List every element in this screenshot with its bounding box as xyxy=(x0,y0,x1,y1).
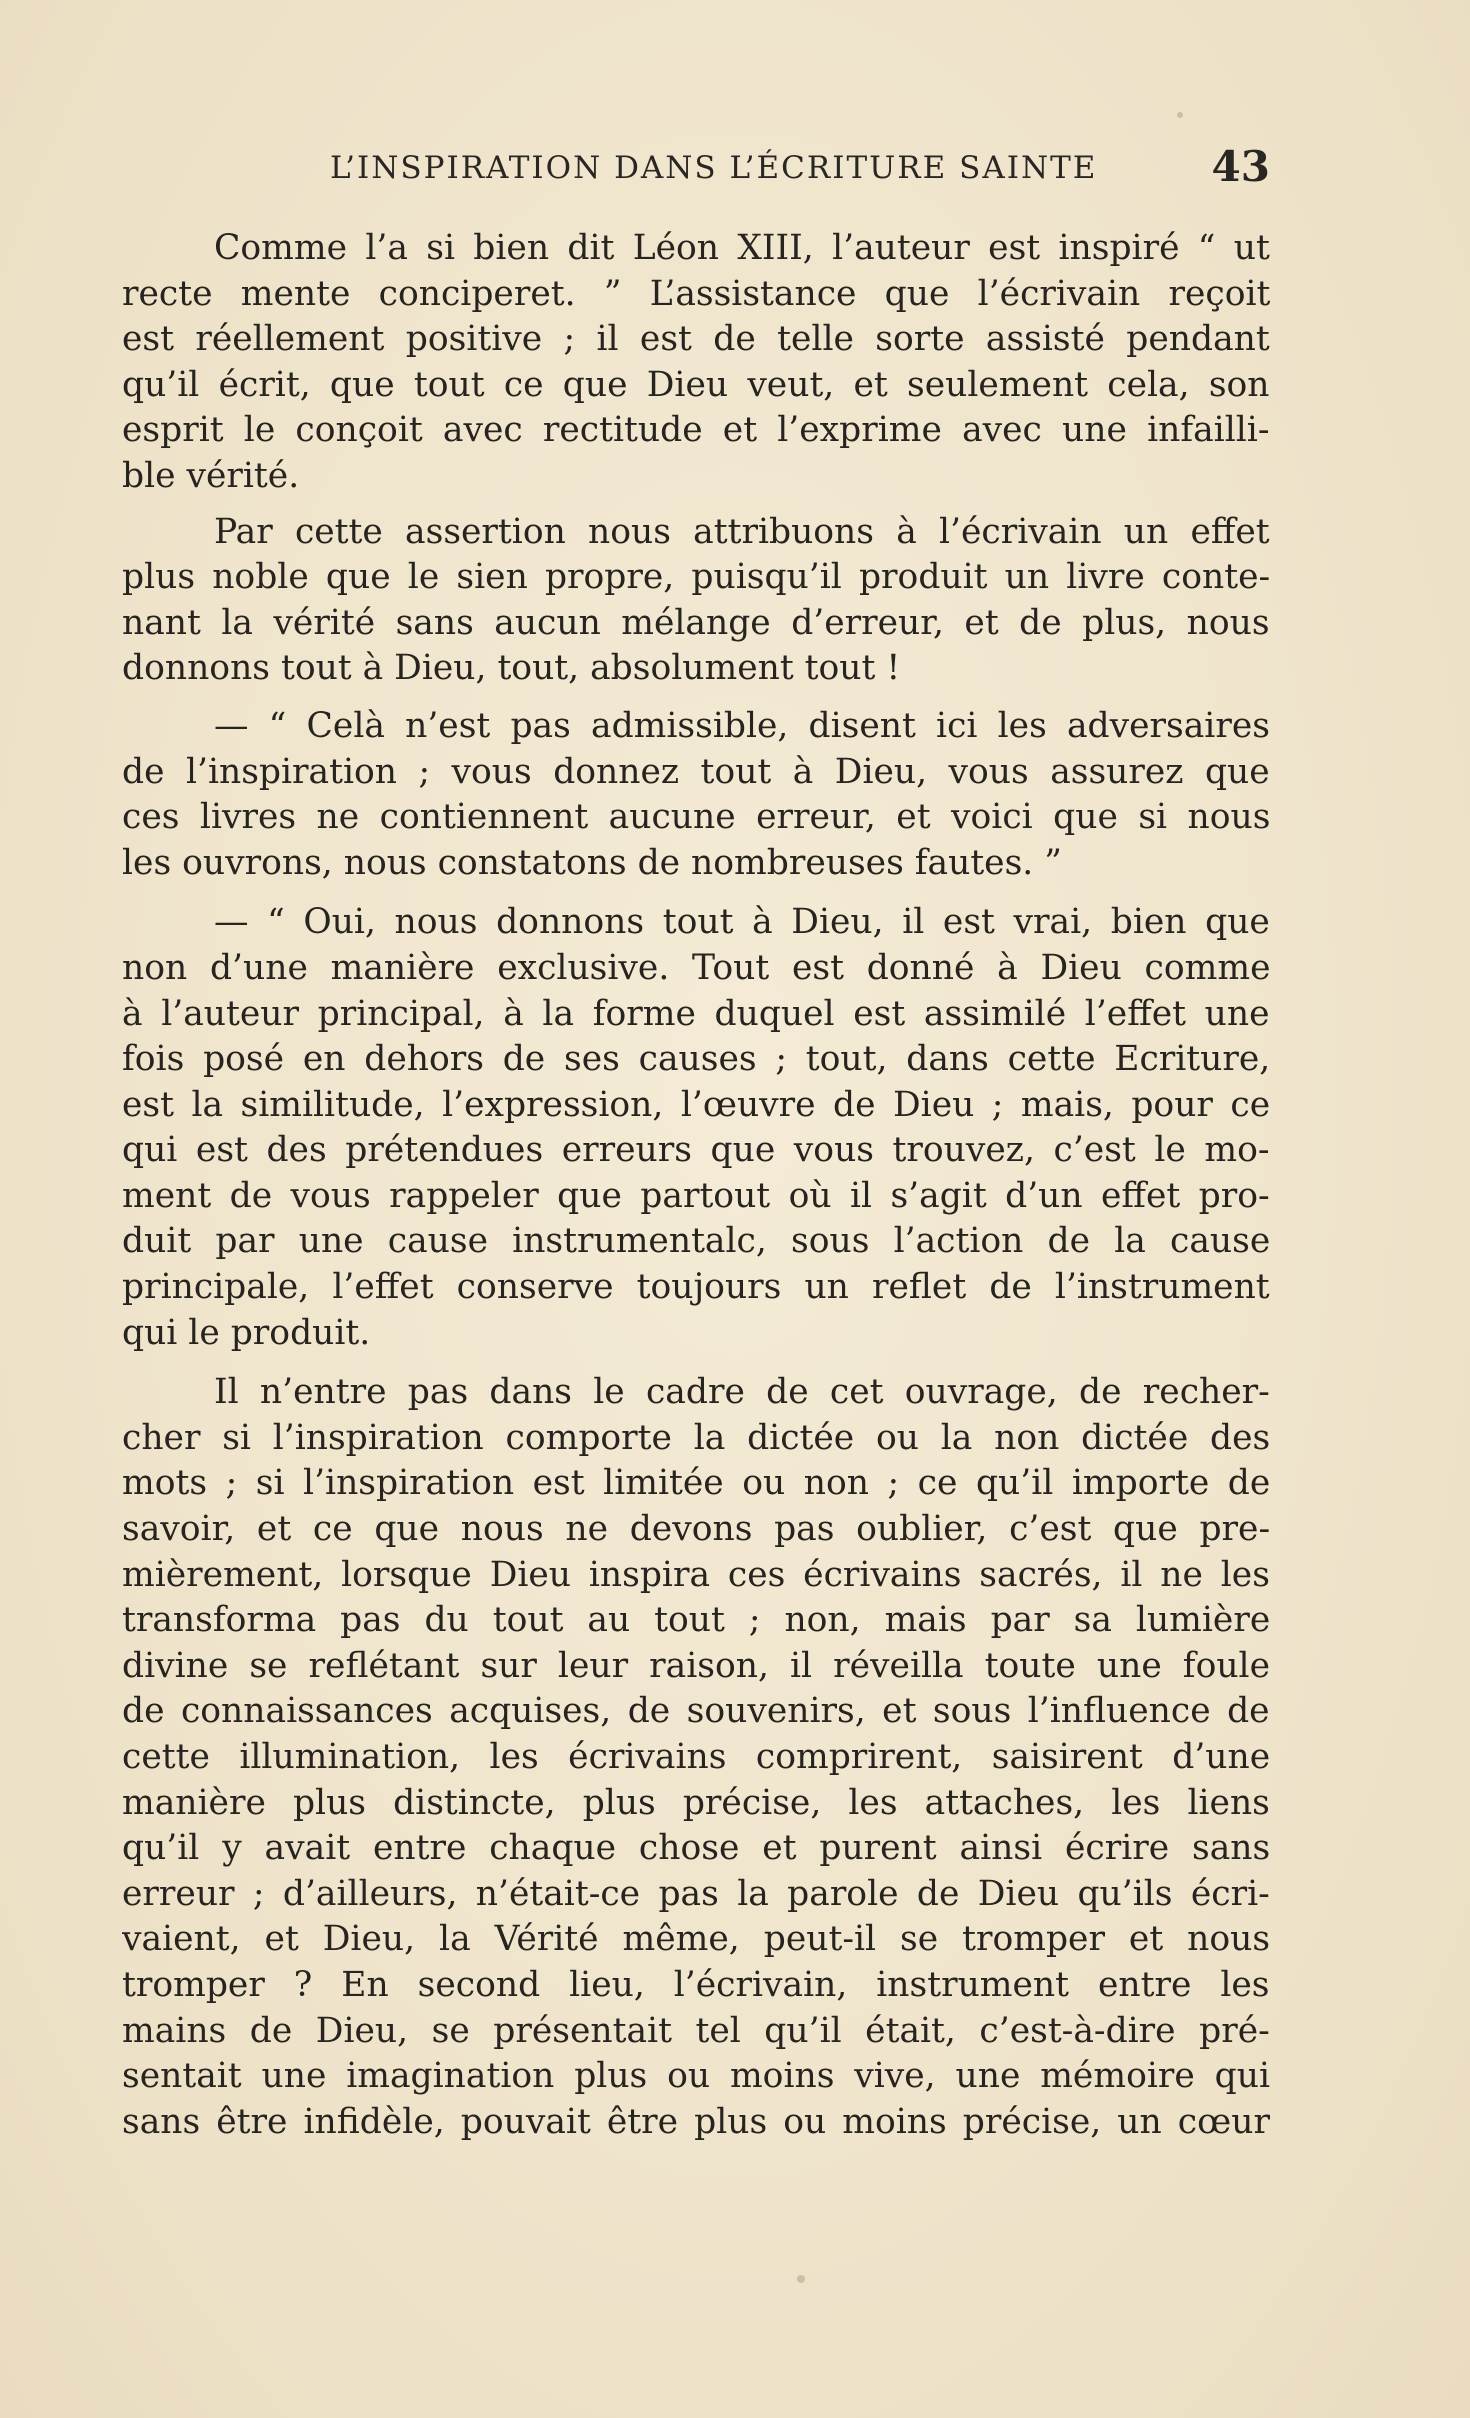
text-line xyxy=(122,1917,1270,1963)
text-line xyxy=(122,795,1270,841)
text-line xyxy=(122,992,1270,1038)
text-line xyxy=(122,317,1270,363)
text-line-content: qu’il écrit, que tout ce que Dieu veut, et seulement cela, son xyxy=(122,364,1270,405)
text-line xyxy=(122,1553,1270,1599)
text-line xyxy=(122,1872,1270,1918)
text-line xyxy=(122,1598,1270,1644)
text-line xyxy=(122,454,1270,500)
paragraph xyxy=(122,226,1270,500)
text-line xyxy=(122,1083,1270,1129)
running-title: L’INSPIRATION DANS L’ÉCRITURE SAINTE xyxy=(330,150,1098,186)
text-line xyxy=(122,946,1270,992)
text-line-content: qui est des prétendues erreurs que vous trouvez, c’est le mo- xyxy=(122,1130,1270,1171)
text-line xyxy=(122,1416,1270,1462)
text-line-content: vaient, et Dieu, la Vérité même, peut-il se tromper et nous xyxy=(122,1919,1270,1960)
text-line xyxy=(122,1128,1270,1174)
text-line-content: sans être infidèle, pouvait être plus ou moins précise, un cœur xyxy=(122,2101,1270,2142)
text-line-content: Par cette assertion nous attribuons à l’écrivain un effet xyxy=(214,511,1270,552)
text-line xyxy=(122,1826,1270,1872)
text-line-content: de connaissances acquises, de souvenirs, et sous l’influence de xyxy=(122,1691,1270,1732)
text-line-content: ble vérité. xyxy=(122,455,300,496)
text-line-content: recte mente conciperet. ” L’assistance que l’écrivain reçoit xyxy=(122,273,1270,314)
text-line-content: manière plus distincte, plus précise, les attaches, les liens xyxy=(122,1782,1270,1823)
text-line-content: nant la vérité sans aucun mélange d’erreur, et de plus, nous xyxy=(122,602,1270,643)
text-line-content: qui le produit. xyxy=(122,1312,371,1353)
text-line-content: esprit le conçoit avec rectitude et l’exprime avec une infailli- xyxy=(122,410,1270,451)
text-line xyxy=(122,841,1270,887)
text-line-content: erreur ; d’ailleurs, n’était-ce pas la parole de Dieu qu’ils écri- xyxy=(122,1873,1270,1914)
text-line xyxy=(122,1689,1270,1735)
text-line-content: les ouvrons, nous constatons de nombreuses fautes. ” xyxy=(122,842,1062,883)
text-line-content: tromper ? En second lieu, l’écrivain, instrument entre les xyxy=(122,1964,1270,2005)
text-line-content: donnons tout à Dieu, tout, absolument tout ! xyxy=(122,648,901,689)
text-line-content: cette illumination, les écrivains comprirent, saisirent d’une xyxy=(122,1737,1270,1777)
text-line-content: Comme l’a si bien dit Léon XIII, l’auteur est inspiré “ ut xyxy=(214,228,1270,268)
paper-speck xyxy=(1177,112,1183,118)
paragraph xyxy=(122,510,1270,692)
text-line xyxy=(122,2100,1270,2146)
text-line xyxy=(122,1370,1270,1416)
text-line-content: Il n’entre pas dans le cadre de cet ouvrage, de recher- xyxy=(214,1372,1270,1413)
page-number: 43 xyxy=(1211,142,1270,191)
text-line xyxy=(122,1461,1270,1507)
text-line-content: — “ Celà n’est pas admissible, disent ici les adversaires xyxy=(214,705,1270,746)
text-line xyxy=(122,750,1270,796)
text-line xyxy=(122,601,1270,647)
paragraph xyxy=(122,704,1270,886)
text-line-content: non d’une manière exclusive. Tout est donné à Dieu comme xyxy=(122,947,1270,988)
text-line-content: est réellement positive ; il est de telle sorte assisté pendant xyxy=(122,319,1270,360)
text-line xyxy=(122,2009,1270,2055)
text-line xyxy=(122,1265,1270,1311)
text-line-content: mots ; si l’inspiration est limitée ou non ; ce qu’il importe de xyxy=(122,1463,1270,1504)
text-line-content: cher si l’inspiration comporte la dictée ou la non dictée des xyxy=(122,1417,1270,1458)
text-line xyxy=(122,226,1270,272)
text-line-content: principale, l’effet conserve toujours un reflet de l’instrument xyxy=(122,1267,1270,1308)
text-line-content: duit par une cause instrumentalc, sous l’action de la cause xyxy=(122,1221,1270,1262)
text-line-content: savoir, et ce que nous ne devons pas oublier, c’est que pre- xyxy=(122,1509,1270,1550)
text-line-content: plus noble que le sien propre, puisqu’il produit un livre conte- xyxy=(122,557,1270,598)
text-line xyxy=(122,2054,1270,2100)
paragraph xyxy=(122,900,1270,1356)
text-line xyxy=(122,900,1270,946)
text-line xyxy=(122,1037,1270,1083)
text-line-content: à l’auteur principal, à la forme duquel est assimilé l’effet une xyxy=(122,993,1270,1034)
text-line xyxy=(122,510,1270,556)
text-line xyxy=(122,1507,1270,1553)
text-line xyxy=(122,555,1270,601)
text-line xyxy=(122,1735,1270,1781)
text-line xyxy=(122,1963,1270,2009)
text-line-content: mièrement, lorsque Dieu inspira ces écrivains sacrés, il ne les xyxy=(122,1554,1270,1595)
text-line-content: est la similitude, l’expression, l’œuvre de Dieu ; mais, pour ce xyxy=(122,1084,1270,1125)
text-line-content: divine se reflétant sur leur raison, il réveilla toute une foule xyxy=(122,1645,1270,1686)
text-line xyxy=(122,1219,1270,1265)
paragraph xyxy=(122,1370,1270,2145)
text-line-content: qu’il y avait entre chaque chose et purent ainsi écrire sans xyxy=(122,1828,1270,1869)
paper-speck xyxy=(797,2275,805,2283)
text-line-content: — “ Oui, nous donnons tout à Dieu, il est vrai, bien que xyxy=(214,902,1270,943)
text-line-content: ment de vous rappeler que partout où il s’agit d’un effet pro- xyxy=(122,1175,1270,1216)
text-line xyxy=(122,1781,1270,1827)
text-line-content: fois posé en dehors de ses causes ; tout, dans cette Ecriture, xyxy=(122,1039,1270,1080)
text-line xyxy=(122,1644,1270,1690)
text-line xyxy=(122,1311,1270,1357)
text-line xyxy=(122,704,1270,750)
text-line-content: de l’inspiration ; vous donnez tout à Dieu, vous assurez que xyxy=(122,751,1270,792)
text-line xyxy=(122,1174,1270,1220)
text-line xyxy=(122,408,1270,454)
text-line-content: ces livres ne contiennent aucune erreur, et voici que si nous xyxy=(122,797,1270,838)
text-line xyxy=(122,363,1270,409)
text-line-content: mains de Dieu, se présentait tel qu’il était, c’est-à-dire pré- xyxy=(122,2010,1270,2051)
text-line-content: transforma pas du tout au tout ; non, mais par sa lumière xyxy=(122,1600,1270,1641)
text-line-content: sentait une imagination plus ou moins vive, une mémoire qui xyxy=(122,2056,1270,2097)
text-line xyxy=(122,646,1270,692)
body-text xyxy=(122,226,1270,2152)
page-header xyxy=(330,142,1270,192)
text-line xyxy=(122,272,1270,318)
